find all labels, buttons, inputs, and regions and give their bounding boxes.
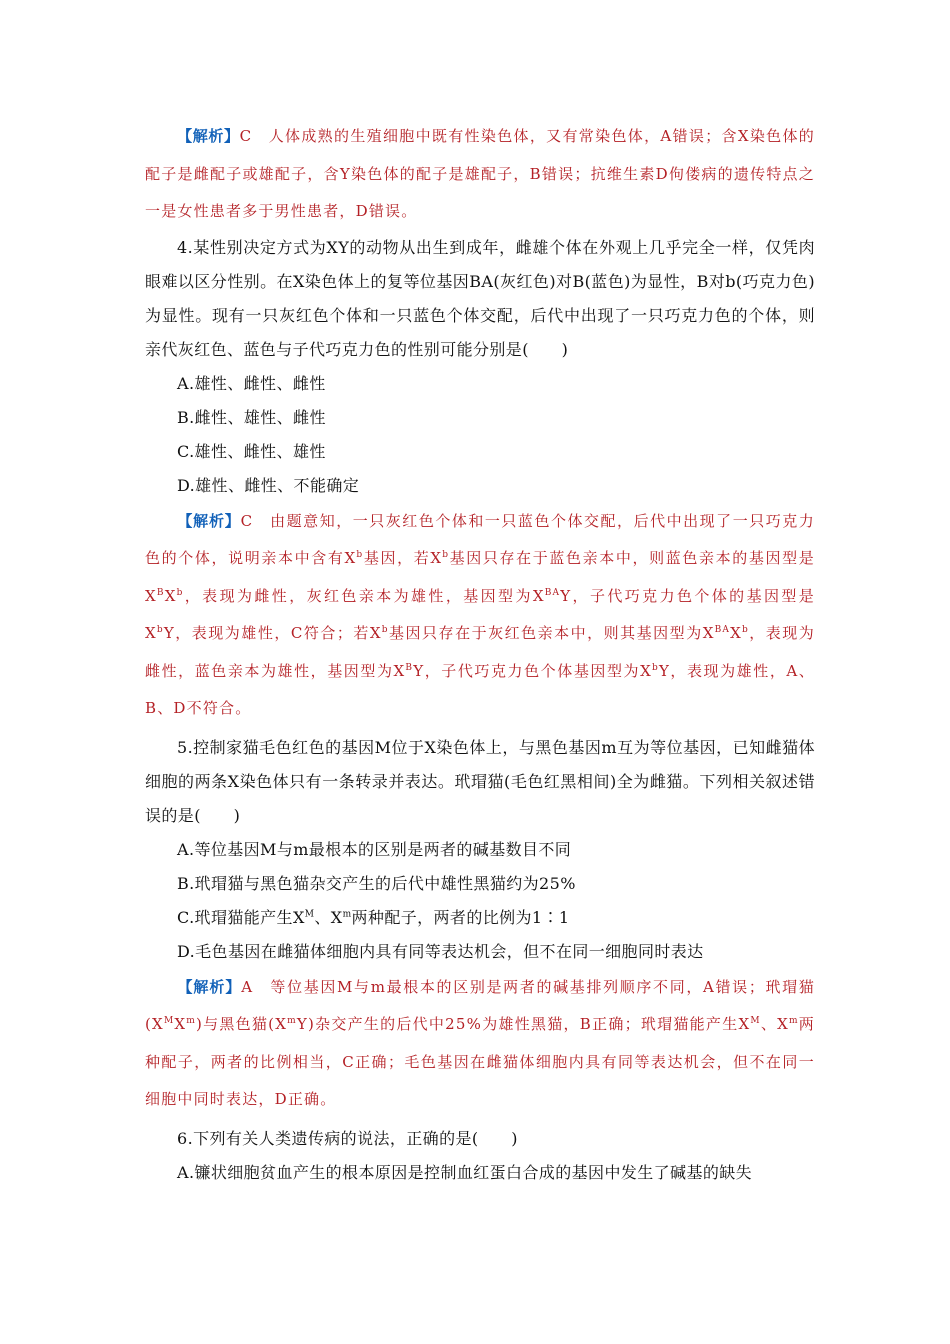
question-4: 4.某性别决定方式为XY的动物从出生到成年，雌雄个体在外观上几乎完全一样，仅凭肉眼难以区分性别。在X染色体上的复等位基因BA(灰红色)对B(蓝色)为显性，B对b(巧克力色)为显性。现有一只灰红色个体和一只蓝色个体交配，后代中出现了一只巧克力色的个体，则亲代灰红色、蓝色与子代巧克力色的性别可能分别是( ) <box>145 237 815 359</box>
q5-option-d: D.毛色基因在雌猫体细胞内具有同等表达机会，但不在同一细胞同时表达 <box>177 941 704 961</box>
analysis-tag: 【解析】 <box>177 977 242 996</box>
analysis-q3 <box>113 118 815 231</box>
q6-option-a: A.镰状细胞贫血产生的根本原因是控制血红蛋白合成的基因中发生了碱基的缺失 <box>177 1162 753 1182</box>
analysis-q3-text: C 人体成熟的生殖细胞中既有性染色体，又有常染色体，A错误；含X染色体的配子是雌配子或雄配子，含Y染色体的配子是雄配子，B错误；抗维生素D佝偻病的遗传特点之一是女性患者多于男性患者，D错误。 <box>145 127 815 220</box>
q4-option-b: B.雌性、雄性、雌性 <box>177 407 326 427</box>
q5-option-a: A.等位基因M与m最根本的区别是两者的碱基数目不同 <box>177 839 572 859</box>
question-5: 5.控制家猫毛色红色的基因M位于X染色体上，与黑色基因m互为等位基因，已知雌猫体细胞的两条X染色体只有一条转录并表达。玳瑁猫(毛色红黑相间)全为雌猫。下列相关叙述错误的是( ) <box>145 737 815 825</box>
q4-option-a: A.雄性、雌性、雌性 <box>177 373 326 393</box>
q5-option-b: B.玳瑁猫与黑色猫杂交产生的后代中雄性黑猫约为25% <box>177 873 576 893</box>
analysis-tag: 【解析】 <box>177 511 241 530</box>
question-6: 6.下列有关人类遗传病的说法，正确的是( ) <box>177 1128 518 1148</box>
analysis-q4: 【解析】C 由题意知，一只灰红色个体和一只蓝色个体交配，后代中出现了一只巧克力色的个体，说明亲本中含有$X^b$基因，若$X^b$基因只存在于蓝色亲本中，则蓝色亲本的基因型是$X^BX^b$，表现为雌性，灰红色亲本为雄性，基因型为$X^{BA}Y$，子代巧克力色个体的基因型是$X^bY$，表现为雄性，C符合；若$X^b$基因只存在于灰红色亲本中，则其基因型为$X^{BA}X^b$，表现为雌性，蓝色亲本为雄性，基因型为$X^BY$，子代巧克力色个体基因型为$X^bY$，表现为雄性，A、B、D不符合。 <box>145 511 816 717</box>
q5-option-c: C.玳瑁猫能产生$X^M$、$X^m$两种配子，两者的比例为1∶1 <box>177 907 570 927</box>
analysis-tag: 【解析】 <box>177 127 240 145</box>
q4-option-c: C.雄性、雌性、雄性 <box>177 441 326 461</box>
document-page <box>145 118 815 1190</box>
q4-option-d: D.雄性、雌性、不能确定 <box>177 475 360 495</box>
analysis-q5: 【解析】A 等位基因M与m最根本的区别是两者的碱基排列顺序不同，A错误；玳瑁猫$(X^MX^m)$与黑色猫$(X^mY)$杂交产生的后代中25%为雄性黑猫，B正确；玳瑁猫能产生$X^M$、$X^m$两种配子，两者的比例相当，C正确；毛色基因在雌猫体细胞内具有同等表达机会，但不在同一细胞中同时表达，D正确。 <box>145 977 815 1108</box>
